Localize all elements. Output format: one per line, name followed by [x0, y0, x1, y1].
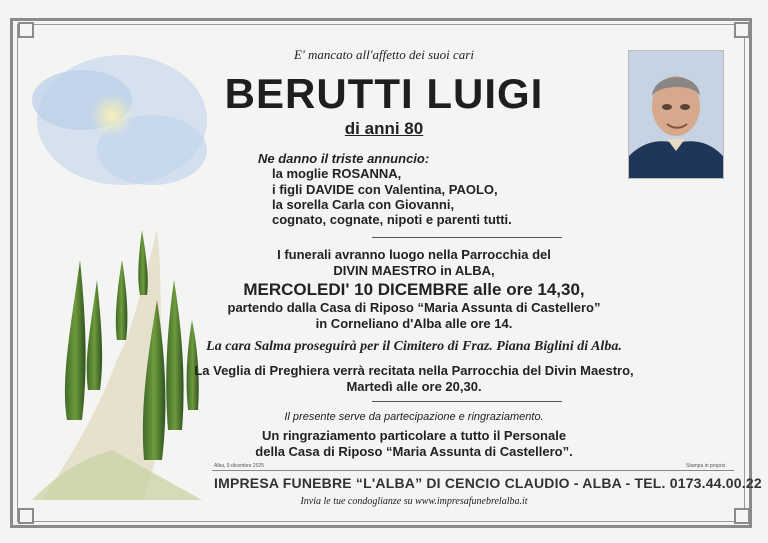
frame-corner [734, 508, 750, 524]
funeral-home: IMPRESA FUNEBRE “L'ALBA” DI CENCIO CLAUDIO - ALBA - TEL. 0173.44.00.22 [214, 475, 762, 491]
footer-divider [212, 470, 734, 471]
deceased-photo [628, 50, 724, 179]
divider [372, 401, 562, 402]
deceased-age: di anni 80 [344, 119, 424, 138]
announce-intro: Ne danno il triste annuncio: [258, 151, 430, 166]
portrait-image [629, 51, 723, 178]
departure-line: in Corneliano d'Alba alle ore 14. [315, 316, 513, 331]
thanks-line: della Casa di Riposo “Maria Assunta di Castellero”. [255, 444, 573, 459]
frame-corner [734, 22, 750, 38]
divider [372, 237, 562, 238]
thanks-line: Un ringraziamento particolare a tutto il Personale [261, 428, 567, 443]
print-note: Stampa in proprio [686, 463, 726, 469]
vigil-line: La Veglia di Preghiera verrà recitata nella Parrocchia del Divin Maestro, [194, 363, 634, 378]
funeral-line: I funerali avranno luogo nella Parrocchia del [277, 247, 551, 262]
departure-line: partendo dalla Casa di Riposo “Maria Assunta di Castellero” [227, 300, 601, 315]
intro-text: E' mancato all'affetto dei suoi cari [294, 47, 474, 62]
condolences-link[interactable]: Invia le tue condoglianze su www.impresafunebrelalba.it [300, 496, 528, 507]
family-line: la moglie ROSANNA, [272, 166, 402, 181]
place-date: Alba, 9 dicembre 2025 [214, 463, 265, 469]
vigil-line: Martedì alle ore 20,30. [346, 379, 482, 394]
funeral-church: DIVIN MAESTRO in ALBA, [333, 263, 495, 278]
family-line: la sorella Carla con Giovanni, [272, 197, 455, 212]
family-line: cognato, cognate, nipoti e parenti tutti. [272, 212, 512, 227]
family-line: i figli DAVIDE con Valentina, PAOLO, [272, 182, 498, 197]
participation-text: Il presente serve da partecipazione e ringraziamento. [284, 411, 544, 423]
deceased-name: BERUTTI LUIGI [224, 70, 544, 117]
burial-text: La cara Salma proseguirà per il Cimitero di Fraz. Piana Biglini di Alba. [206, 339, 622, 354]
funeral-date: MERCOLEDI' 10 DICEMBRE alle ore 14,30, [243, 280, 585, 299]
